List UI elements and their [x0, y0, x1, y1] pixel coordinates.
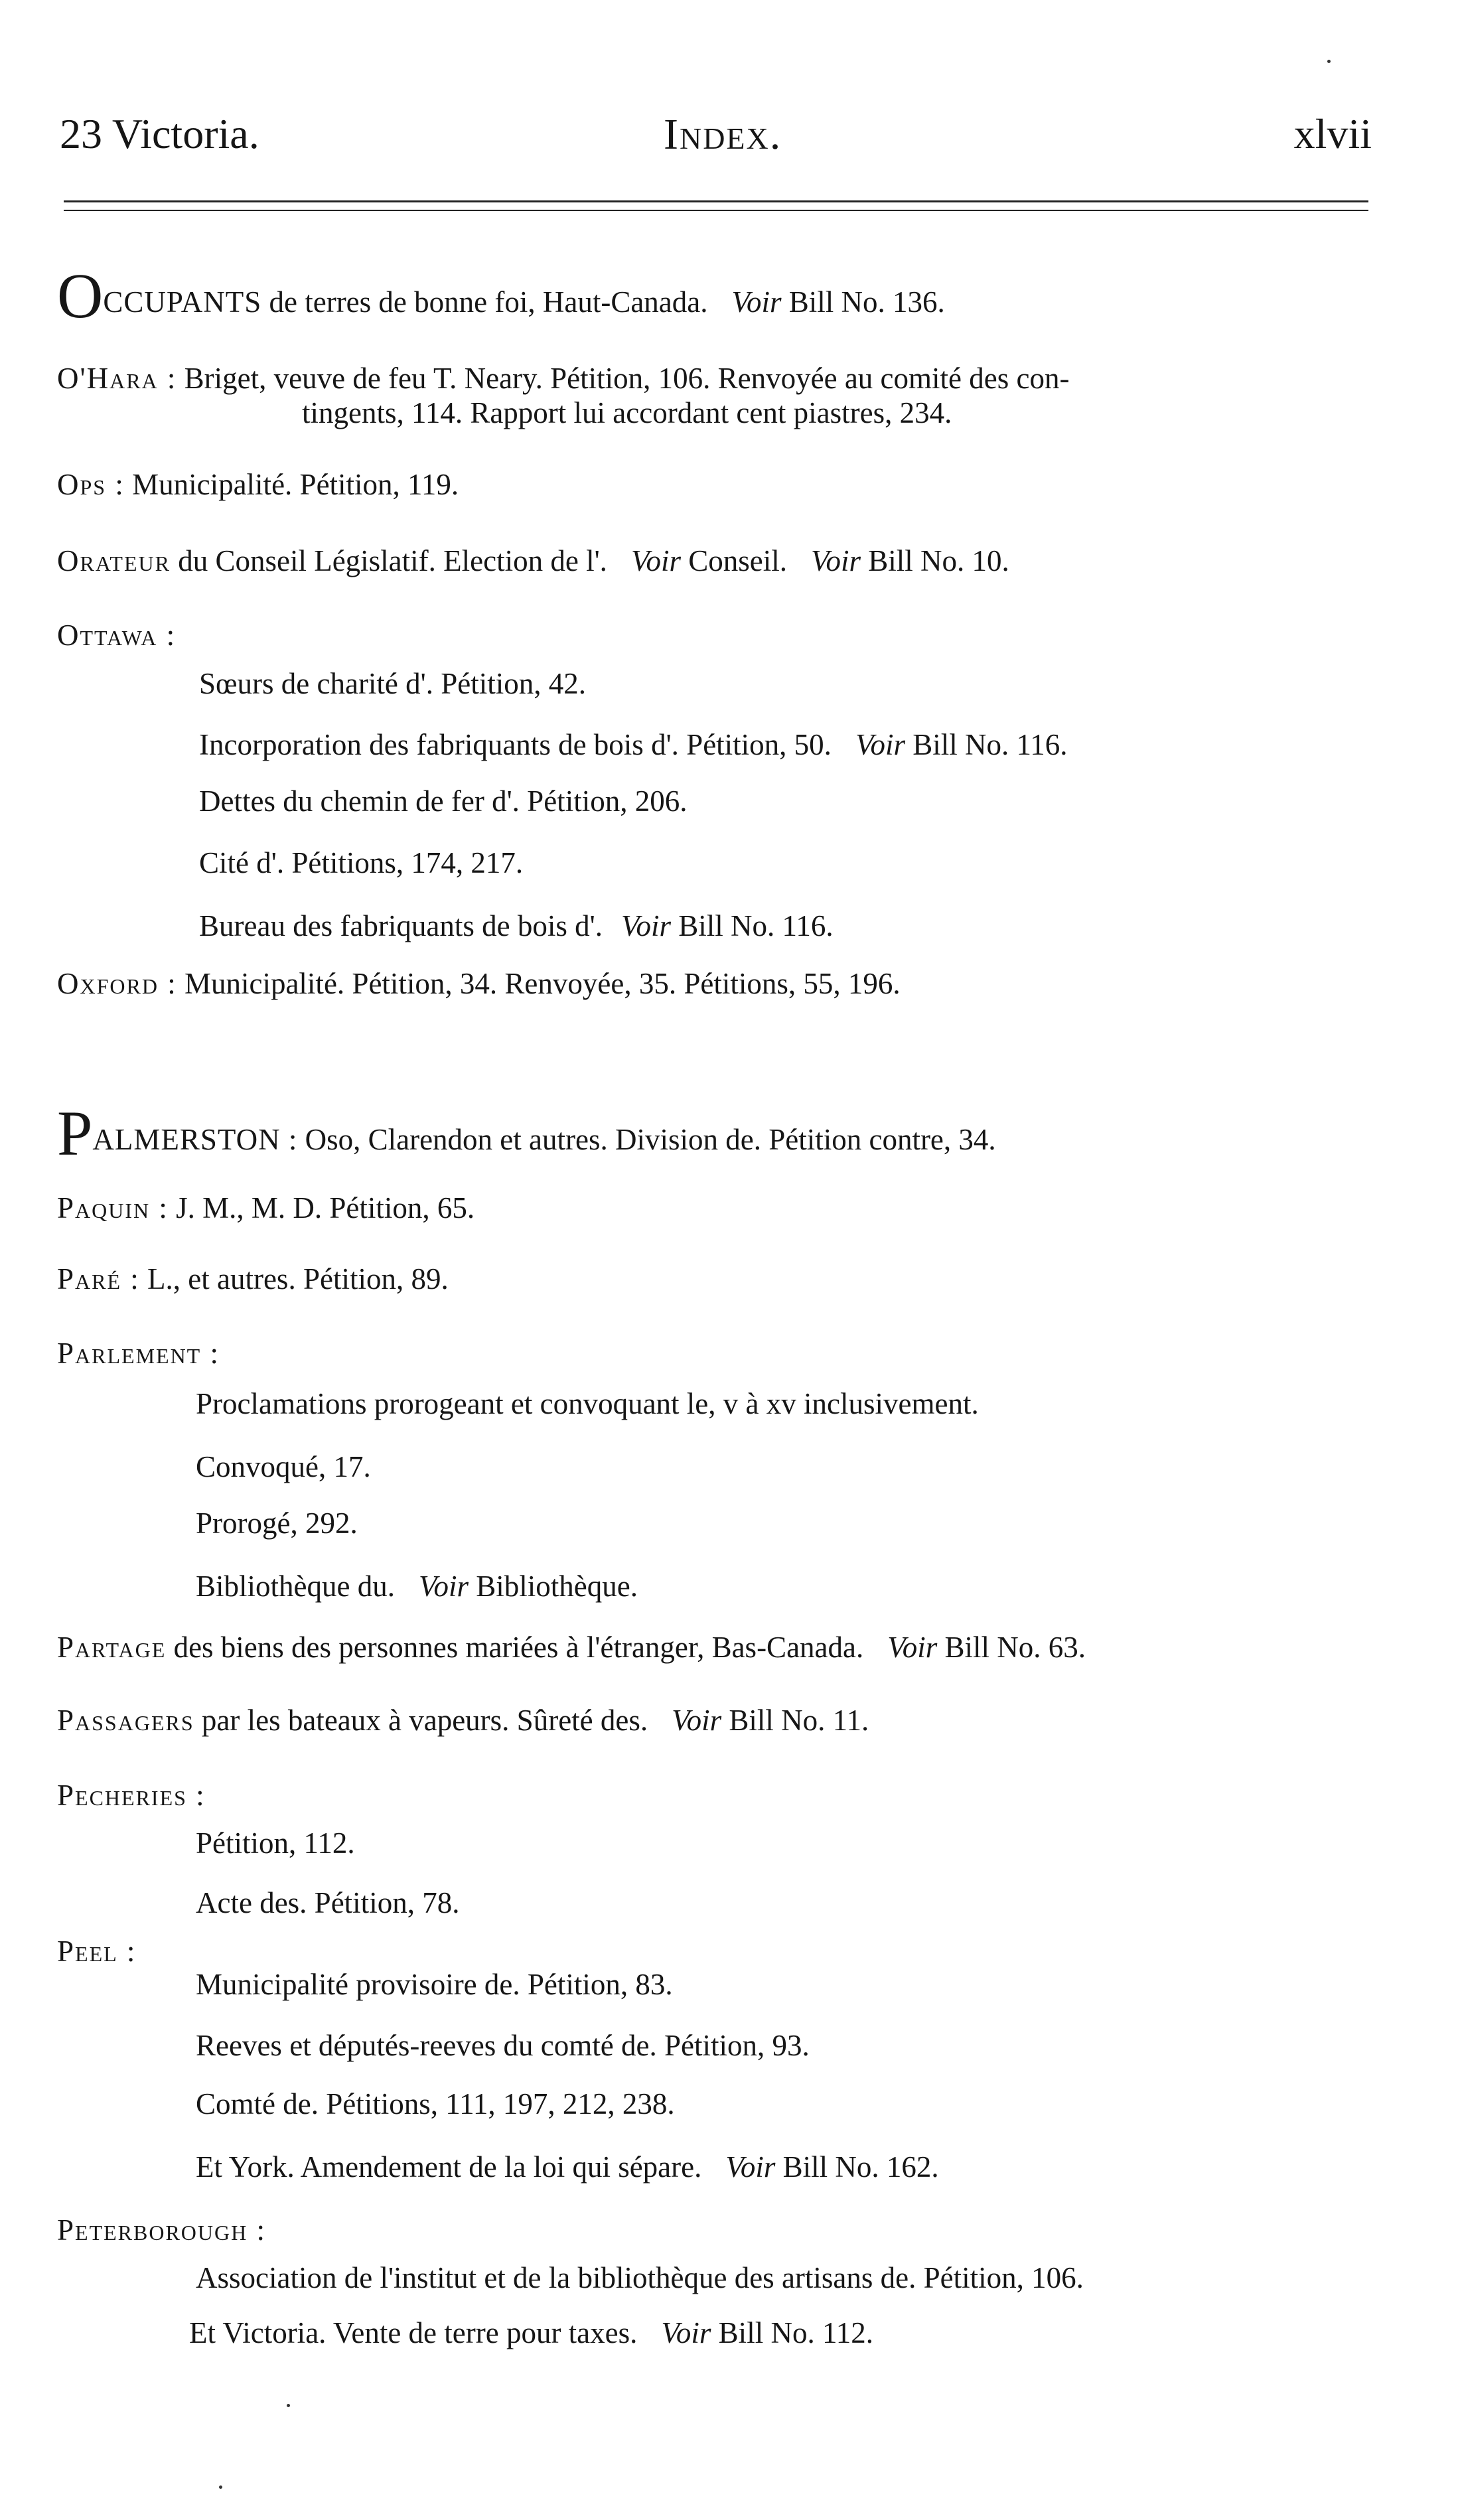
entry-text: des biens des personnes mariées à l'étranger, Bas-Canada.	[173, 1631, 864, 1664]
entry-peterborough	[57, 2215, 266, 2245]
subentry-ottawa-cite: Cité d'. Pétitions, 174, 217.	[199, 846, 524, 879]
drop-initial-o: O	[57, 260, 104, 331]
subentry-peterborough-victoria: Et Victoria. Vente de terre pour taxes. Voir Bill No. 112.	[189, 2316, 874, 2349]
entry-parlement	[57, 1339, 220, 1369]
subentry-ottawa-incorporation: Incorporation des fabriquants de bois d'. Pétition, 50. Voir Bill No. 116.	[199, 728, 1068, 761]
entry-ref: Bibliothèque.	[476, 1570, 638, 1603]
entry-orateur	[57, 546, 1009, 576]
subentry-peterborough-association: Association de l'institut et de la bibliothèque des artisans de. Pétition, 106.	[196, 2261, 1084, 2294]
entry-head: Passagers	[57, 1704, 194, 1737]
entry-text: L., et autres. Pétition, 89.	[147, 1262, 449, 1296]
entry-partage	[57, 1633, 1086, 1663]
header-rule-bottom	[64, 210, 1368, 211]
voir-label: Voir	[731, 285, 782, 319]
entry-head: Paré :	[57, 1262, 140, 1296]
entry-ref: Bill No. 162.	[782, 2150, 939, 2184]
drop-initial-p: P	[57, 1098, 93, 1169]
entry-oxford	[57, 969, 901, 999]
entry-head: Partage	[57, 1631, 167, 1664]
voir-label: Voir	[725, 2150, 776, 2184]
entry-ottawa	[57, 621, 176, 650]
subentry-ottawa-soeurs: Sœurs de charité d'. Pétition, 42.	[199, 667, 587, 700]
subentry-parlement-proroge: Prorogé, 292.	[196, 1507, 358, 1540]
entry-text: Briget, veuve de feu T. Neary. Pétition, 106. Renvoyée au comité des con-	[184, 362, 1070, 395]
entry-head: ALMERSTON :	[92, 1123, 298, 1156]
entry-head: Ops :	[57, 468, 125, 501]
entry-ref: Conseil.	[688, 544, 787, 577]
entry-ref: Bill No. 116.	[678, 909, 834, 942]
print-speck	[219, 2485, 222, 2489]
entry-pecheries	[57, 1781, 206, 1811]
entry-text: J. M., M. D. Pétition, 65.	[176, 1191, 475, 1224]
entry-palmerston	[57, 1098, 996, 1169]
entry-head: Orateur	[57, 544, 171, 577]
subentry-peel-reeves: Reeves et députés-reeves du comté de. Pétition, 93.	[196, 2029, 810, 2062]
entry-peel	[57, 1937, 136, 1966]
entry-head: Paquin :	[57, 1191, 169, 1224]
subentry-ottawa-dettes: Dettes du chemin de fer d'. Pétition, 206.	[199, 784, 688, 818]
voir-label: Voir	[810, 544, 861, 577]
entry-head: Peel :	[57, 1935, 137, 1968]
entry-paquin	[57, 1193, 474, 1223]
entry-head: Pecheries :	[57, 1779, 206, 1812]
entry-ref: Bill No. 116.	[912, 728, 1068, 761]
entry-head: Parlement :	[57, 1337, 220, 1370]
voir-label: Voir	[620, 909, 671, 942]
entry-head: Ottawa :	[57, 619, 177, 652]
header-volume: 23 Victoria.	[60, 110, 259, 157]
header-rule-top	[64, 200, 1368, 202]
voir-label: Voir	[855, 728, 905, 761]
voir-label: Voir	[630, 544, 681, 577]
entry-text: de terres de bonne foi, Haut-Canada.	[269, 285, 708, 319]
print-speck	[287, 2404, 290, 2407]
entry-text: par les bateaux à vapeurs. Sûreté des.	[201, 1704, 648, 1737]
subentry-pecheries-acte: Acte des. Pétition, 78.	[196, 1886, 460, 1919]
entry-head: Peterborough :	[57, 2213, 266, 2247]
entry-text: Municipalité. Pétition, 119.	[132, 468, 459, 501]
print-speck	[1327, 60, 1331, 63]
header-title: Index.	[664, 110, 782, 159]
voir-label: Voir	[418, 1570, 469, 1603]
entry-ref: Bill No. 11.	[729, 1704, 869, 1737]
subentry-parlement-convoque: Convoqué, 17.	[196, 1450, 371, 1483]
entry-ref: Bill No. 136.	[788, 285, 945, 319]
voir-label: Voir	[661, 2316, 711, 2349]
subentry-ottawa-bureau: Bureau des fabriquants de bois d'. Voir Bill No. 116.	[199, 909, 834, 942]
entry-ref: Bill No. 10.	[868, 544, 1009, 577]
subentry-peel-municipalite: Municipalité provisoire de. Pétition, 83.	[196, 1968, 673, 2001]
entry-ref: Bill No. 63.	[944, 1631, 1086, 1664]
entry-ref: Bill No. 112.	[718, 2316, 874, 2349]
header-page-number: xlvii	[1293, 110, 1372, 157]
entry-ops	[57, 470, 459, 500]
entry-ohara	[57, 364, 1069, 394]
entry-head: Oxford :	[57, 967, 177, 1000]
subentry-peel-comte: Comté de. Pétitions, 111, 197, 212, 238.	[196, 2087, 675, 2120]
voir-label: Voir	[887, 1631, 938, 1664]
entry-head: CCUPANTS	[103, 285, 262, 319]
entry-text: Oso, Clarendon et autres. Division de. Pétition contre, 34.	[305, 1123, 996, 1156]
entry-head: O'Hara :	[57, 362, 177, 395]
subentry-parlement-proclamations: Proclamations prorogeant et convoquant le, v à xv inclusivement.	[196, 1387, 979, 1420]
subentry-peel-york: Et York. Amendement de la loi qui sépare. Voir Bill No. 162.	[196, 2150, 939, 2184]
entry-occupants	[57, 260, 945, 331]
voir-label: Voir	[672, 1704, 722, 1737]
entry-passagers	[57, 1706, 869, 1736]
subentry-parlement-bibliotheque: Bibliothèque du. Voir Bibliothèque.	[196, 1570, 638, 1603]
entry-text: du Conseil Législatif. Election de l'.	[178, 544, 607, 577]
subentry-pecheries-petition: Pétition, 112.	[196, 1826, 355, 1860]
entry-text: Municipalité. Pétition, 34. Renvoyée, 35. Pétitions, 55, 196.	[184, 967, 901, 1000]
entry-pare	[57, 1264, 449, 1294]
entry-ohara-continuation: tingents, 114. Rapport lui accordant cent piastres, 234.	[302, 396, 952, 429]
